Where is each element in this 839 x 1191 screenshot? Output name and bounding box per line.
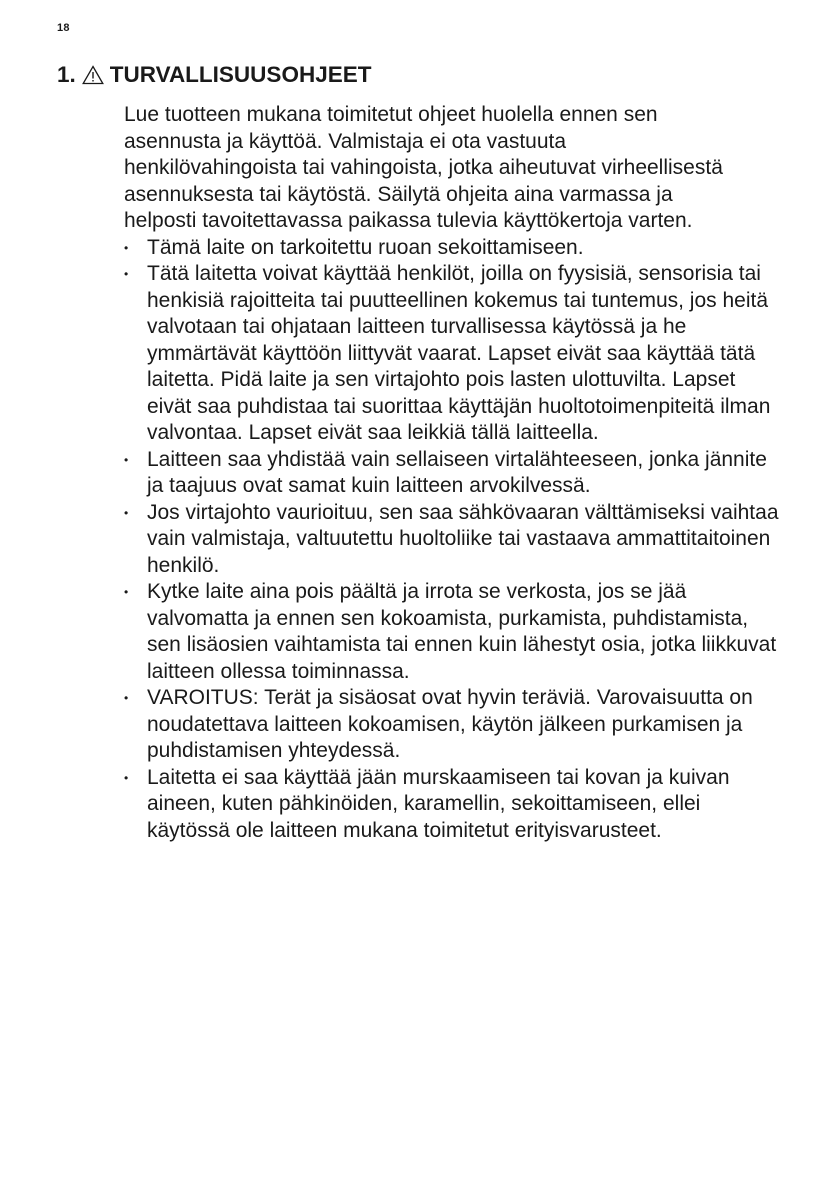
list-item [124, 447, 784, 500]
list-item-text: Tätä laitetta voivat käyttää henkilöt, joilla on fyysisiä, sensorisia tai henkisiä rajoitteita tai puutteellinen kokemus tai tuntemus, jos heitä valvotaan tai ohjataan laitteen turvallisessa käytössä ja he ymmärtävät käyttöön liittyvät vaarat. Lapset eivät saa käyttää tätä laitetta. Pidä laite ja sen virtajohto pois lasten ulottuvilta. Lapset eivät saa puhdistaa tai suorittaa käyttäjän huoltotoimenpiteitä ilman valvontaa. Lapset eivät saa leikkiä tällä laitteella. [147, 262, 771, 444]
list-item [124, 500, 784, 580]
bullet-icon: • [124, 452, 129, 467]
bullet-icon: • [124, 240, 129, 255]
list-item [124, 235, 784, 262]
page-number: 18 [57, 22, 70, 34]
list-item-text: Laitetta ei saa käyttää jään murskaamiseen tai kovan ja kuivan aineen, kuten pähkinöiden, karamellin, sekoittamiseen, ellei käytössä ole laitteen mukana toimitetut erityisvarusteet. [147, 765, 730, 842]
list-item [124, 579, 784, 685]
list-item [124, 685, 784, 765]
list-item-text: VAROITUS: Terät ja sisäosat ovat hyvin teräviä. Varovaisuutta on noudatettava laitteen kokoamisen, käytön jälkeen purkamisen ja puhdistamisen yhteydessä. [147, 686, 753, 762]
list-item-text: Kytke laite aina pois päältä ja irrota se verkosta, jos se jää valvomatta ja ennen sen kokoamista, purkamista, puhdistamista, sen lisäosien vaihtamista tai ennen kuin lähestyt osia, jotka liikkuvat laitteen ollessa toiminnassa. [147, 580, 777, 683]
list-item-text: Laitteen saa yhdistää vain sellaiseen virtalähteeseen, jonka jännite ja taajuus ovat samat kuin laitteen arvokilvessä. [147, 447, 767, 497]
bullet-icon: • [124, 691, 129, 705]
bullet-icon: • [124, 505, 129, 520]
safety-bullet-list [124, 235, 784, 845]
safety-instructions-body [124, 102, 784, 844]
list-item-text: Jos virtajohto vaurioituu, sen saa sähkövaaran välttämiseksi vaihtaa vain valmistaja, valtuutettu huoltoliike tai vastaava ammattitaitoinen henkilö. [147, 500, 779, 577]
warning-triangle-icon [82, 64, 104, 92]
bullet-icon: • [124, 770, 129, 785]
section-number: 1. [57, 62, 76, 87]
bullet-icon: • [124, 267, 129, 281]
bullet-icon: • [124, 585, 129, 599]
list-item-text: Tämä laite on tarkoitettu ruoan sekoittamiseen. [147, 235, 584, 259]
list-item [124, 765, 784, 845]
intro-paragraph: Lue tuotteen mukana toimitetut ohjeet huolella ennen sen asennusta ja käyttöä. Valmistaja ei ota vastuuta henkilövahingoista tai vahingoista, jotka aiheutuvat virheellisestä asennuksesta tai käytöstä. Säilytä ohjeita aina varmassa ja helposti tavoitettavassa paikassa tulevia käyttökertoja varten. [124, 103, 723, 232]
list-item [124, 261, 784, 447]
section-heading [57, 61, 371, 92]
section-title: TURVALLISUUSOHJEET [109, 62, 372, 87]
